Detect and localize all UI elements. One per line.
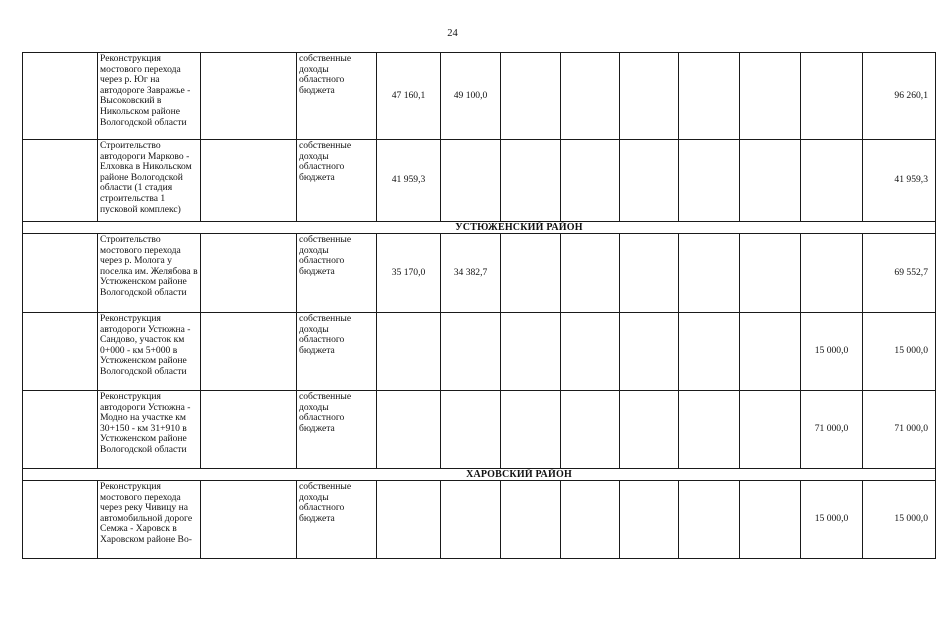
index-cell: [23, 53, 98, 140]
value-cell: [801, 53, 863, 140]
value-cell: [620, 481, 679, 559]
object-name: Реконструкция мостового перехода через р. Юг на автодороге Завражье - Высоковский в Никольском районе Вологодской области: [98, 53, 201, 140]
value-cell: [561, 481, 620, 559]
value-cell: 15 000,0: [801, 481, 863, 559]
empty-cell: [201, 481, 297, 559]
table-row: [23, 313, 936, 391]
value-cell: [740, 481, 801, 559]
value-cell: [679, 313, 740, 391]
value-cell: [679, 53, 740, 140]
page-number: 24: [447, 28, 458, 39]
total-cell: 15 000,0: [863, 481, 936, 559]
value-cell: [801, 234, 863, 313]
funding-source: собственные доходы областного бюджета: [297, 313, 377, 391]
value-cell: [740, 140, 801, 222]
value-cell: 15 000,0: [801, 313, 863, 391]
object-name: Строительство автодороги Марково - Елховка в Никольском районе Вологодской области (1 стадия строительства 1 пусковой комплекс): [98, 140, 201, 222]
value-cell: [501, 140, 561, 222]
table-row: [23, 481, 936, 559]
total-cell: 41 959,3: [863, 140, 936, 222]
index-cell: [23, 391, 98, 469]
funding-source: собственные доходы областного бюджета: [297, 140, 377, 222]
total-cell: 96 260,1: [863, 53, 936, 140]
value-cell: 34 382,7: [441, 234, 501, 313]
value-cell: [620, 53, 679, 140]
value-cell: [740, 53, 801, 140]
district-heading: ХАРОВСКИЙ РАЙОН: [23, 469, 936, 481]
value-cell: [740, 391, 801, 469]
total-cell: 15 000,0: [863, 313, 936, 391]
value-cell: [561, 391, 620, 469]
value-cell: 47 160,1: [377, 53, 441, 140]
value-cell: [377, 481, 441, 559]
value-cell: [501, 481, 561, 559]
object-name: Реконструкция автодороги Устюжна - Сандово, участок км 0+000 - км 5+000 в Устюженском районе Вологодской области: [98, 313, 201, 391]
funding-source: собственные доходы областного бюджета: [297, 234, 377, 313]
table-row: [23, 53, 936, 140]
value-cell: [620, 140, 679, 222]
value-cell: [620, 391, 679, 469]
index-cell: [23, 313, 98, 391]
value-cell: [679, 234, 740, 313]
district-row: [23, 469, 936, 481]
value-cell: 71 000,0: [801, 391, 863, 469]
empty-cell: [201, 53, 297, 140]
index-cell: [23, 481, 98, 559]
value-cell: [501, 234, 561, 313]
value-cell: [561, 313, 620, 391]
index-cell: [23, 140, 98, 222]
table-row: [23, 234, 936, 313]
total-cell: 71 000,0: [863, 391, 936, 469]
value-cell: [561, 53, 620, 140]
value-cell: [561, 234, 620, 313]
value-cell: [801, 140, 863, 222]
value-cell: [377, 313, 441, 391]
index-cell: [23, 234, 98, 313]
table-row: [23, 140, 936, 222]
value-cell: [501, 391, 561, 469]
value-cell: 41 959,3: [377, 140, 441, 222]
district-heading: УСТЮЖЕНСКИЙ РАЙОН: [23, 222, 936, 234]
value-cell: 35 170,0: [377, 234, 441, 313]
value-cell: [620, 234, 679, 313]
value-cell: [740, 234, 801, 313]
value-cell: [679, 391, 740, 469]
funding-source: собственные доходы областного бюджета: [297, 481, 377, 559]
value-cell: [377, 391, 441, 469]
value-cell: 49 100,0: [441, 53, 501, 140]
value-cell: [679, 481, 740, 559]
funding-source: собственные доходы областного бюджета: [297, 53, 377, 140]
value-cell: [441, 140, 501, 222]
empty-cell: [201, 313, 297, 391]
empty-cell: [201, 140, 297, 222]
table-row: [23, 391, 936, 469]
value-cell: [561, 140, 620, 222]
district-row: [23, 222, 936, 234]
value-cell: [679, 140, 740, 222]
value-cell: [501, 53, 561, 140]
object-name: Реконструкция автодороги Устюжна - Модно на участке км 30+150 - км 31+910 в Устюженском районе Вологодской области: [98, 391, 201, 469]
value-cell: [441, 391, 501, 469]
empty-cell: [201, 234, 297, 313]
value-cell: [740, 313, 801, 391]
total-cell: 69 552,7: [863, 234, 936, 313]
value-cell: [501, 313, 561, 391]
value-cell: [620, 313, 679, 391]
empty-cell: [201, 391, 297, 469]
object-name: Строительство мостового перехода через р. Молога у поселка им. Желябова в Устюженском районе Вологодской области: [98, 234, 201, 313]
value-cell: [441, 313, 501, 391]
budget-table: [22, 52, 928, 559]
funding-source: собственные доходы областного бюджета: [297, 391, 377, 469]
value-cell: [441, 481, 501, 559]
object-name: Реконструкция мостового перехода через реку Чивицу на автомобильной дороге Семжа - Харовск в Харовском районе Во-: [98, 481, 201, 559]
